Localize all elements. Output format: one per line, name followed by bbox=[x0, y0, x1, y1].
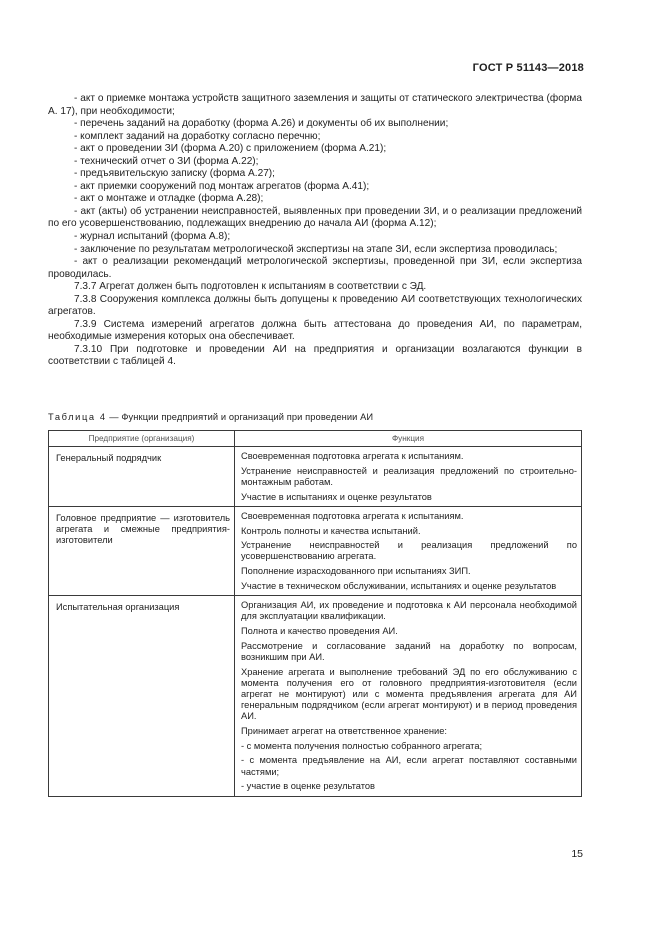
table-caption-label: Таблица 4 bbox=[48, 412, 107, 422]
function-item: - с момента получения полностью собранного агрегата; bbox=[241, 740, 483, 751]
function-item: Устранение неисправностей и реализация предложений по строительно-монтажным работам. bbox=[241, 465, 577, 487]
paragraph: - журнал испытаний (форма А.8); bbox=[74, 231, 231, 243]
paragraph: - технический отчет о ЗИ (форма А.22); bbox=[74, 155, 259, 167]
header-function: Функция bbox=[235, 431, 582, 447]
table-caption-text: — Функции предприятий и организаций при проведении АИ bbox=[106, 412, 374, 422]
function-cell bbox=[235, 506, 582, 595]
function-item: Организация АИ, их проведение и подготовка к АИ персонала необходимой для эксплуатации квалификации. bbox=[241, 600, 577, 622]
function-item: Контроль полноты и качества испытаний. bbox=[241, 525, 421, 536]
function-item: Участие в техническом обслуживании, испытаниях и оценке результатов bbox=[241, 580, 557, 591]
paragraph: 7.3.9 Система измерений агрегатов должна быть аттестована до проведения АИ, по параметрам, необходимые измерения которых она обеспечивает. bbox=[48, 318, 582, 343]
paragraph: 7.3.7 Агрегат должен быть подготовлен к испытаниям в соответствии с ЭД. bbox=[74, 281, 427, 293]
paragraph: - акт о реализации рекомендаций метрологической экспертизы, проведенной при ЗИ, если экспертиза проводилась. bbox=[48, 256, 582, 280]
function-item: Пополнение израсходованного при испытаниях ЗИП. bbox=[241, 566, 471, 577]
function-item: Хранение агрегата и выполнение требований ЭД по его обслуживанию с момента получения его от головного предприятия-изготовителя (если агрегат не монтируют) или с момента предъявления агрегата для АИ генеральным подрядчиком (если агрегат монтируют) и в период проведения АИ. bbox=[241, 666, 577, 722]
standard-code: ГОСТ Р 51143—2018 bbox=[472, 62, 584, 74]
table-row bbox=[49, 596, 582, 797]
paragraph: - акт о приемке монтажа устройств защитного заземления и защиты от статического электричества (форма А. 17), при необходимости; bbox=[48, 93, 582, 117]
table-row bbox=[49, 506, 582, 595]
organization-cell: Испытательная организация bbox=[49, 596, 235, 797]
page-number: 15 bbox=[571, 848, 583, 860]
table-caption bbox=[48, 412, 373, 422]
function-item: - участие в оценке результатов bbox=[241, 781, 376, 792]
paragraph: - акт приемки сооружений под монтаж агрегатов (форма А.41); bbox=[74, 180, 370, 192]
table-row bbox=[49, 447, 582, 507]
functions-table bbox=[48, 430, 582, 797]
function-cell bbox=[235, 596, 582, 797]
organization-cell: Генеральный подрядчик bbox=[49, 447, 235, 507]
function-item: Участие в испытаниях и оценке результатов bbox=[241, 491, 432, 502]
paragraph: - комплект заданий на доработку согласно перечню; bbox=[74, 130, 321, 142]
function-cell bbox=[235, 447, 582, 507]
function-item: Полнота и качество проведения АИ. bbox=[241, 625, 398, 636]
table-header-row bbox=[49, 431, 582, 447]
function-item: Принимает агрегат на ответственное хранение: bbox=[241, 726, 447, 737]
function-item: Рассмотрение и согласование заданий на доработку по вопросам, возникшим при АИ. bbox=[241, 640, 577, 662]
function-item: Своевременная подготовка агрегата к испытаниям. bbox=[241, 451, 464, 461]
paragraph: 7.3.8 Сооружения комплекса должны быть допущены к проведению АИ соответствующих технологических агрегатов. bbox=[48, 293, 582, 318]
body-text bbox=[48, 93, 582, 369]
function-item: - с момента предъявление на АИ, если агрегат поставляют составными частями; bbox=[241, 755, 577, 777]
paragraph: - акт о проведении ЗИ (форма А.20) с приложением (форма А.21); bbox=[74, 143, 387, 155]
function-item: Своевременная подготовка агрегата к испытаниям. bbox=[241, 510, 464, 521]
paragraph: - акт (акты) об устранении неисправностей, выявленных при проведении ЗИ, и о реализации предложений по его усовершенствованию, подлежащих внедрению до начала АИ (форма А.12); bbox=[48, 205, 582, 230]
paragraph: - предъявительскую записку (форма А.27); bbox=[74, 168, 275, 180]
organization-cell: Головное предприятие — изготовитель агрегата и смежные предприятия-изготовители bbox=[49, 506, 235, 595]
paragraph: - акт о монтаже и отладке (форма А.28); bbox=[74, 193, 264, 205]
paragraph: - заключение по результатам метрологической экспертизы на этапе ЗИ, если экспертиза проводилась; bbox=[74, 243, 558, 255]
paragraph: 7.3.10 При подготовке и проведении АИ на предприятия и организации возлагаются функции в соответствии с таблицей 4. bbox=[48, 343, 582, 368]
header-organization: Предприятие (организация) bbox=[49, 431, 235, 447]
function-item: Устранение неисправностей и реализация предложений по усовершенствованию агрегата. bbox=[241, 540, 577, 562]
paragraph: - перечень заданий на доработку (форма А.26) и документы об их выполнении; bbox=[74, 118, 449, 130]
